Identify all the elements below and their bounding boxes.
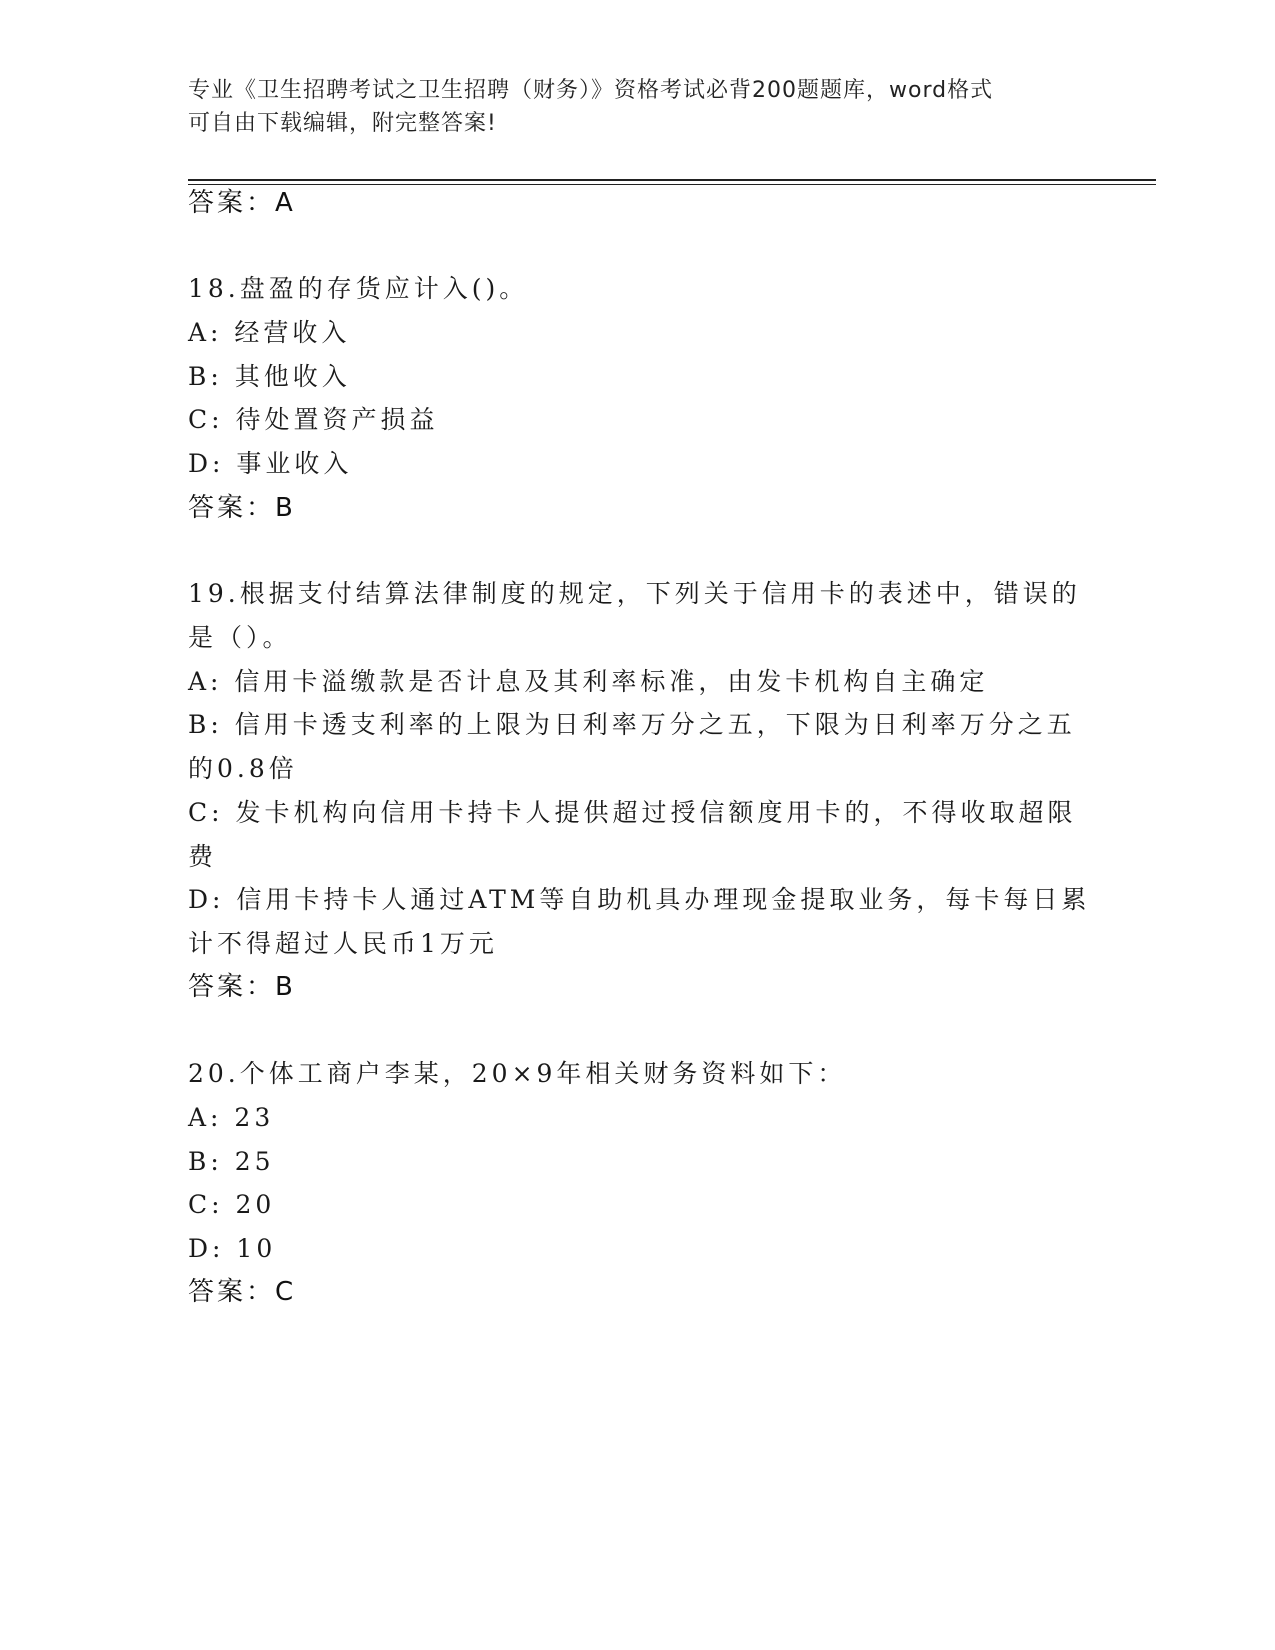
question-19-option-a: A: 信用卡溢缴款是否计息及其利率标准，由发卡机构自主确定 — [188, 667, 989, 696]
question-20-stem: 20.个体工商户李某，20×9年相关财务资料如下： — [188, 1059, 847, 1088]
question-20-option-d: D: 10 — [188, 1234, 277, 1263]
question-18-option-a: A: 经营收入 — [188, 318, 351, 347]
question-18-option-b: B: 其他收入 — [188, 362, 351, 391]
question-20-option-b: B: 25 — [188, 1147, 275, 1176]
question-18-option-d: D: 事业收入 — [188, 449, 353, 478]
question-19-option-c-line-2: 费 — [188, 842, 218, 871]
header-line-2: 可自由下载编辑，附完整答案! — [188, 111, 497, 136]
question-19-option-c-line-1: C: 发卡机构向信用卡持卡人提供超过授信额度用卡的，不得收取超限 — [188, 798, 1077, 827]
question-19-answer: 答案：B — [188, 972, 296, 1002]
question-19-option-d-line-2: 计不得超过人民币1万元 — [188, 929, 498, 958]
question-20-answer: 答案：C — [188, 1277, 297, 1307]
question-19-stem-line-1: 19.根据支付结算法律制度的规定，下列关于信用卡的表述中，错误的 — [188, 579, 1081, 608]
header-divider-thin — [188, 184, 1156, 185]
header-divider-thick — [188, 179, 1156, 181]
question-20-option-c: C: 20 — [188, 1190, 276, 1219]
header-line-1: 专业《卫生招聘考试之卫生招聘（财务）》资格考试必背200题题库，word格式 — [188, 78, 994, 103]
question-18-answer: 答案：B — [188, 493, 296, 523]
question-19-option-d-line-1: D: 信用卡持卡人通过ATM等自助机具办理现金提取业务，每卡每日累 — [188, 885, 1091, 914]
question-19-option-b-line-2: 的0.8倍 — [188, 754, 298, 783]
question-18-option-c: C: 待处置资产损益 — [188, 405, 439, 434]
question-19-option-b-line-1: B: 信用卡透支利率的上限为日利率万分之五，下限为日利率万分之五 — [188, 710, 1076, 739]
question-18-stem: 18.盘盈的存货应计入()。 — [188, 274, 529, 303]
document-header — [188, 74, 1088, 140]
previous-answer: 答案：A — [188, 188, 296, 218]
question-20-option-a: A: 23 — [188, 1103, 275, 1132]
question-19-stem-line-2: 是（）。 — [188, 623, 292, 652]
